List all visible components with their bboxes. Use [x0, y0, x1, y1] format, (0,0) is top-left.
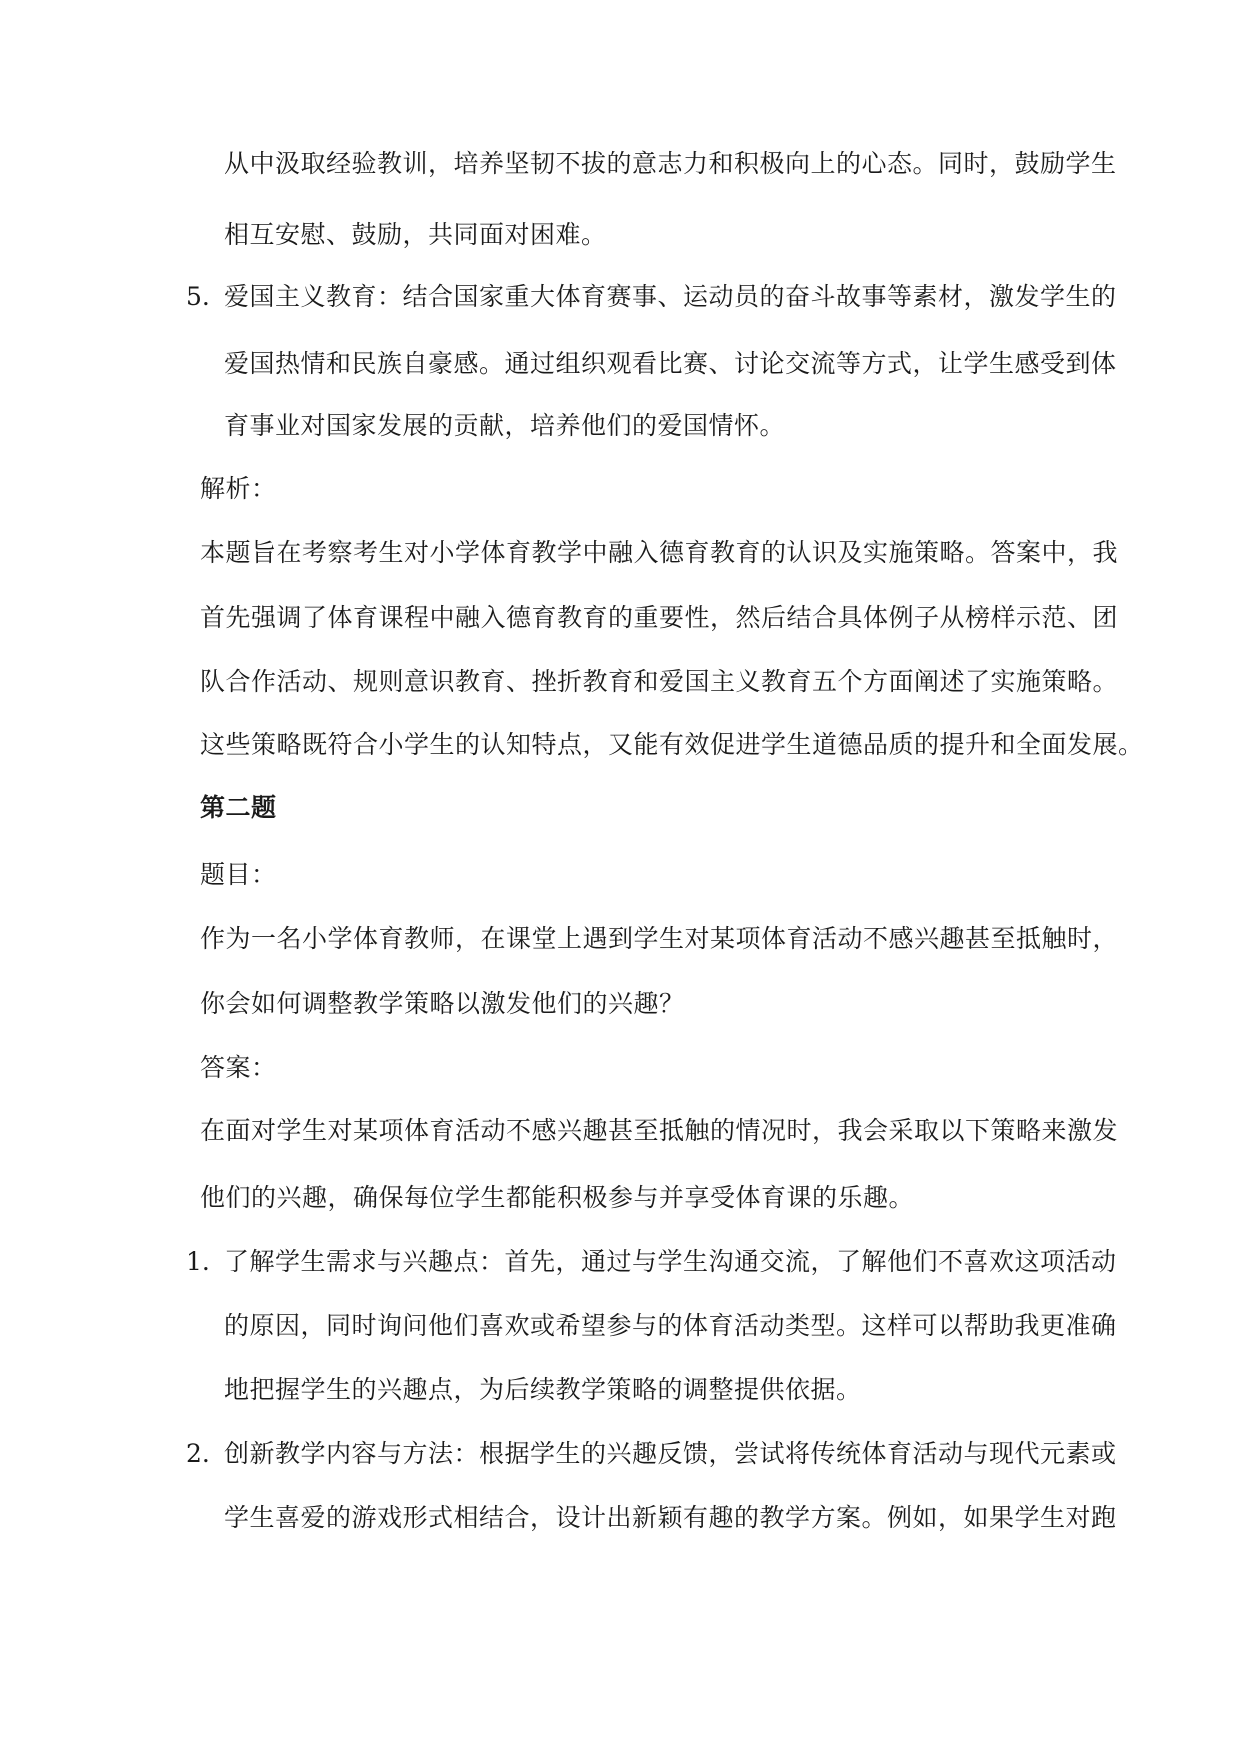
list-number: 2. — [186, 1439, 210, 1468]
text-line: 你会如何调整教学策略以激发他们的兴趣？ — [200, 989, 685, 1018]
list-number: 1. — [186, 1247, 210, 1276]
text-line: 学生喜爱的游戏形式相结合，设计出新颖有趣的教学方案。例如，如果学生对跑 — [224, 1503, 1117, 1532]
list-number: 5. — [186, 282, 210, 311]
text-line: 了解学生需求与兴趣点：首先，通过与学生沟通交流，了解他们不喜欢这项活动 — [224, 1247, 1117, 1276]
text-line: 地把握学生的兴趣点，为后续教学策略的调整提供依据。 — [224, 1375, 862, 1404]
text-line: 本题旨在考察考生对小学体育教学中融入德育教育的认识及实施策略。答案中，我 — [200, 538, 1119, 567]
text-line: 从中汲取经验教训，培养坚韧不拔的意志力和积极向上的心态。同时，鼓励学生 — [224, 149, 1117, 178]
text-line: 相互安慰、鼓励，共同面对困难。 — [224, 220, 607, 249]
text-line: 在面对学生对某项体育活动不感兴趣甚至抵触的情况时，我会采取以下策略来激发 — [200, 1116, 1119, 1145]
section-label: 答案： — [200, 1053, 277, 1082]
text-line: 这些策略既符合小学生的认知特点，又能有效促进学生道德品质的提升和全面发展。 — [200, 730, 1144, 759]
question-heading: 第二题 — [200, 793, 277, 822]
text-line: 他们的兴趣，确保每位学生都能积极参与并享受体育课的乐趣。 — [200, 1183, 915, 1212]
section-label: 解析： — [200, 474, 277, 503]
text-line: 创新教学内容与方法：根据学生的兴趣反馈，尝试将传统体育活动与现代元素或 — [224, 1439, 1117, 1468]
text-line: 爱国热情和民族自豪感。通过组织观看比赛、讨论交流等方式，让学生感受到体 — [224, 349, 1117, 378]
text-line: 爱国主义教育：结合国家重大体育赛事、运动员的奋斗故事等素材，激发学生的 — [224, 282, 1117, 311]
text-line: 作为一名小学体育教师，在课堂上遇到学生对某项体育活动不感兴趣甚至抵触时， — [200, 924, 1119, 953]
text-line: 首先强调了体育课程中融入德育教育的重要性，然后结合具体例子从榜样示范、团 — [200, 603, 1119, 632]
section-label: 题目： — [200, 860, 277, 889]
text-line: 队合作活动、规则意识教育、挫折教育和爱国主义教育五个方面阐述了实施策略。 — [200, 667, 1119, 696]
text-line: 的原因，同时询问他们喜欢或希望参与的体育活动类型。这样可以帮助我更准确 — [224, 1311, 1117, 1340]
text-line: 育事业对国家发展的贡献，培养他们的爱国情怀。 — [224, 411, 786, 440]
